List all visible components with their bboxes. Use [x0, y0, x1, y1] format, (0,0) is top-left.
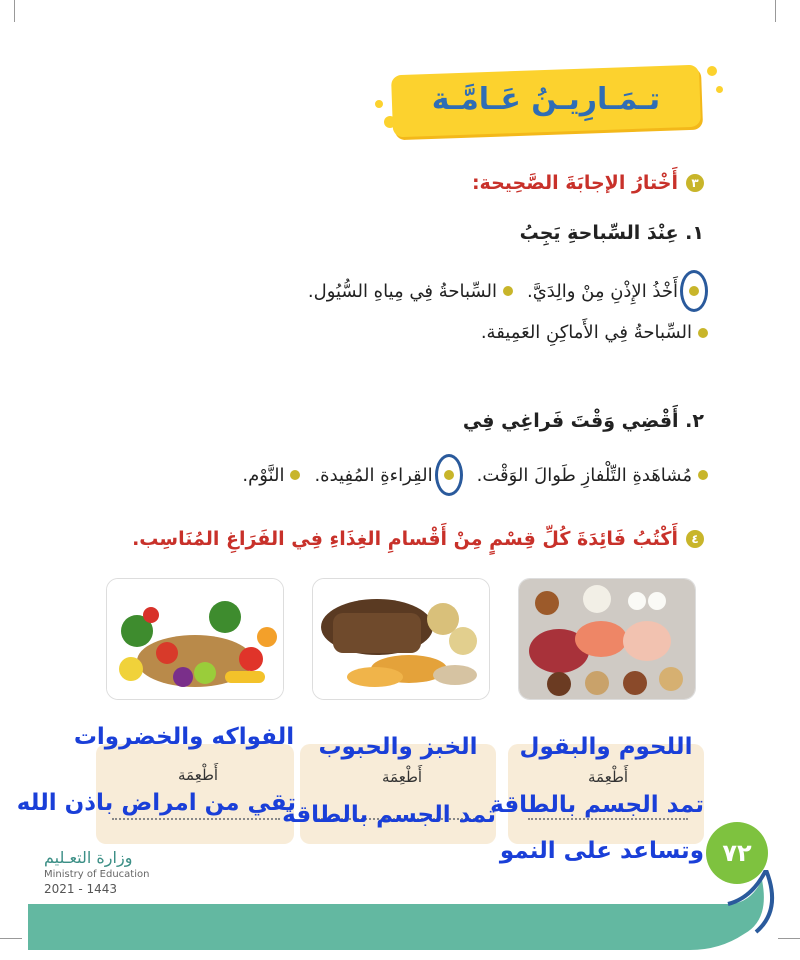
question-1: ١. عِنْدَ السِّباحةِ يَجِبُ — [519, 222, 704, 244]
decor-dot — [707, 66, 717, 76]
bullet-icon — [290, 470, 300, 480]
label-atima: أَطْعِمَة — [178, 766, 219, 784]
answer-name-fruits: الفواكه والخضروات — [73, 724, 295, 750]
label-atima: أَطْعِمَة — [588, 768, 629, 786]
ministry-english: Ministry of Education — [44, 869, 150, 880]
decor-dot — [716, 86, 723, 93]
bullet-icon — [689, 286, 699, 296]
q2-option-1-text: مُشاهَدةِ التِّلْفازِ طَوالَ الوَقْت. — [476, 464, 692, 486]
answer-line-fruits-1: تقي من امراض باذن الله — [16, 790, 296, 816]
crop-mark — [14, 0, 15, 22]
section-3-number: ٣ — [686, 174, 704, 192]
answer-line-meat-1: تمد الجسم بالطاقة — [490, 792, 704, 818]
section-3-instruction: أَخْتارُ الإجابَةَ الصَّحِيحة: — [471, 172, 678, 194]
page-title: تـمَـارِيـنُ عَـامَّـة — [431, 82, 661, 117]
dotted-line — [528, 818, 688, 820]
q2-option-1[interactable] — [477, 465, 708, 486]
q1-option-3-text: السِّباحةُ فِي الأَماكِنِ العَمِيقة. — [480, 322, 692, 343]
footer-wave — [0, 870, 800, 960]
q2-option-2-text: القِراءةِ المُفِيدة. — [314, 464, 433, 486]
selected-answer-circle — [435, 454, 463, 496]
ministry-logo-text: وزارة التعـليم — [44, 848, 133, 867]
section-4-instruction: أَكْتُبُ فَائِدَةَ كُلِّ قِسْمٍ مِنْ أَقْسامِ الغِذَاءِ فِي الفَرَاغِ المُنَاسِب. — [132, 528, 678, 550]
q1-option-2[interactable] — [308, 281, 513, 302]
label-atima: أَطْعِمَة — [382, 768, 423, 786]
question-2: ٢. أَقْضِي وَقْتَ فَراغِي فِي — [462, 410, 704, 432]
bullet-icon — [698, 328, 708, 338]
answer-line-meat-2: وتساعد على النمو — [499, 838, 704, 864]
q1-option-2-text: السِّباحةُ فِي مِياهِ السُّيُول. — [307, 280, 497, 302]
q1-option-1-text: أَخْذُ الإِذْنِ مِنْ والِدَيَّ. — [526, 280, 678, 302]
section-4-number: ٤ — [686, 530, 704, 548]
selected-answer-circle — [680, 270, 708, 312]
fruits-vegetables-image — [106, 578, 284, 700]
meat-legumes-image — [518, 578, 696, 700]
question-1-options-row-2 — [481, 322, 708, 343]
answer-line-bread-1: تمد الجسم بالطاقة — [282, 802, 496, 828]
q1-option-3[interactable] — [481, 322, 708, 343]
q2-option-2[interactable] — [314, 454, 462, 496]
bullet-icon — [444, 470, 454, 480]
bullet-icon — [503, 286, 513, 296]
decor-dot — [384, 116, 396, 128]
answer-name-meat: اللحوم والبقول — [519, 734, 693, 760]
edition-year: 2021 - 1443 — [44, 882, 118, 896]
crop-mark — [775, 0, 776, 22]
answer-name-bread: الخبز والحبوب — [318, 734, 478, 760]
question-2-options-row — [242, 454, 708, 496]
q1-option-1[interactable] — [527, 270, 708, 312]
question-1-options-row-1 — [308, 270, 708, 312]
section-4-heading — [132, 528, 704, 550]
decor-dot — [375, 100, 383, 108]
bullet-icon — [698, 470, 708, 480]
dotted-line — [112, 818, 280, 820]
page-number-badge: ٧٢ — [706, 822, 768, 884]
q2-option-3-text: النَّوْم. — [242, 464, 285, 486]
section-3-heading — [472, 172, 704, 194]
q2-option-3[interactable] — [242, 465, 300, 486]
bread-grains-image — [312, 578, 490, 700]
